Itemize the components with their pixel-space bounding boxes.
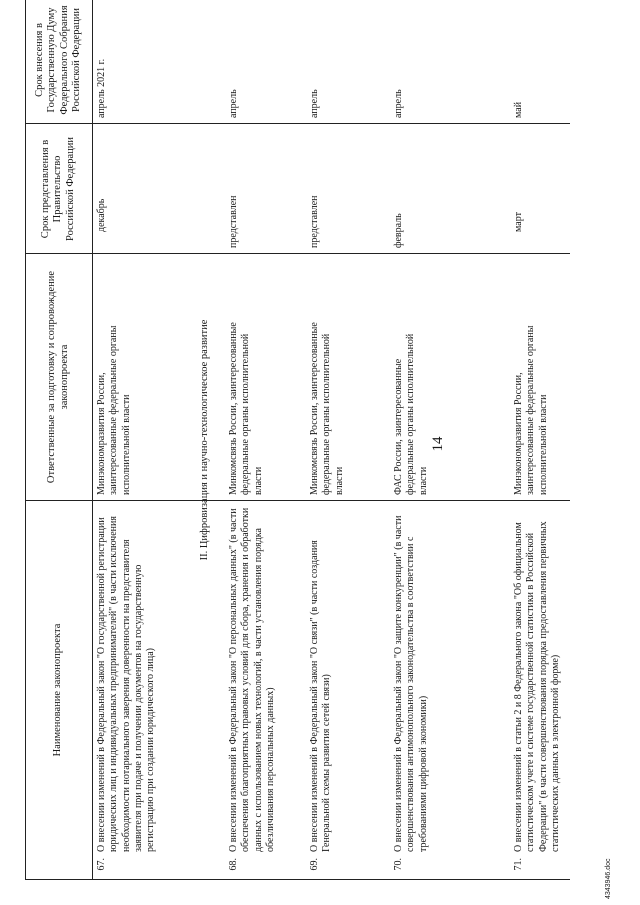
government-deadline: март xyxy=(513,212,524,232)
bill-name: О внесении изменений в статьи 2 и 8 Федерального закона "Об официальном статистическом учете и системе государственной статистики в Российской Федерации" (в части совершенствования порядка предоставления первичных статистических данных в электронной форме) xyxy=(513,521,561,852)
bill-name: О внесении изменений в Федеральный закон "О государственной регистрации юридических лиц и индивидуальных предпринимателей" (в части исключения необходимости нотариального заверения доверенности на представителя заявителя при подаче и получении документов на государственную регистрацию при создании юридического лица) xyxy=(96,516,157,852)
column-divider xyxy=(25,253,570,254)
header-bill-name: Наименование законопроекта xyxy=(52,623,64,757)
bill-name: О внесении изменений в Федеральный закон "О связи" (в части создания Генеральной схемы развития сетей связи) xyxy=(309,540,333,852)
government-deadline: февраль xyxy=(393,213,404,248)
header-duma-deadline: Срок внесения в Государственную Думу Федерального Собрания Российской Федерации xyxy=(33,5,82,115)
government-deadline: декабрь xyxy=(96,198,107,232)
responsible-agencies: Минэкономразвития России, заинтересованные федеральные органы исполнительной власти xyxy=(96,325,132,495)
column-divider xyxy=(25,500,570,501)
duma-deadline: апрель xyxy=(393,89,404,118)
responsible-agencies: Минкомсвязь России, заинтересованные федеральные органы исполнительной власти xyxy=(228,322,264,495)
bill-name: О внесении изменений в Федеральный закон "О персональных данных" (в части обеспечения благоприятных правовых условий для сбора, хранения и обработки данных с использованием новых технологий, в части установления порядка обезличивания персональных данных) xyxy=(228,507,276,852)
bill-plan-table xyxy=(25,0,570,880)
row-number: 70. xyxy=(393,858,404,871)
column-divider xyxy=(25,123,570,124)
header-responsible: Ответственные за подготовку и сопровождение законопроекта xyxy=(46,270,70,484)
duma-deadline: апрель xyxy=(309,89,320,118)
responsible-agencies: Минэкономразвития России, заинтересованные федеральные органы исполнительной власти xyxy=(513,325,549,495)
document-code: 4343946.doc xyxy=(605,858,612,899)
header-government-deadline: Срок представления в Правительство Российской Федерации xyxy=(39,137,76,241)
bill-name: О внесении изменений в Федеральный закон "О защите конкуренции" (в части совершенствования антимонопольного законодательства в соответствии с требованиями цифровой экономики) xyxy=(393,515,429,852)
duma-deadline: май xyxy=(513,101,524,118)
responsible-agencies: ФАС России, заинтересованные федеральные органы исполнительной власти xyxy=(393,333,429,495)
row-number: 71. xyxy=(513,858,524,871)
row-number: 69. xyxy=(309,858,320,871)
government-deadline: представлен xyxy=(309,195,320,248)
page-number: 14 xyxy=(430,436,446,452)
duma-deadline: апрель xyxy=(228,89,239,118)
header-divider xyxy=(92,0,93,880)
row-number: 67. xyxy=(96,858,107,871)
row-number: 68. xyxy=(228,858,239,871)
government-deadline: представлен xyxy=(228,195,239,248)
responsible-agencies: Минкомсвязь России, заинтересованные федеральные органы исполнительной власти xyxy=(309,322,345,495)
section-heading: II. Цифровизация и научно-технологическое развитие xyxy=(199,319,210,561)
duma-deadline: апрель 2021 г. xyxy=(96,58,107,118)
